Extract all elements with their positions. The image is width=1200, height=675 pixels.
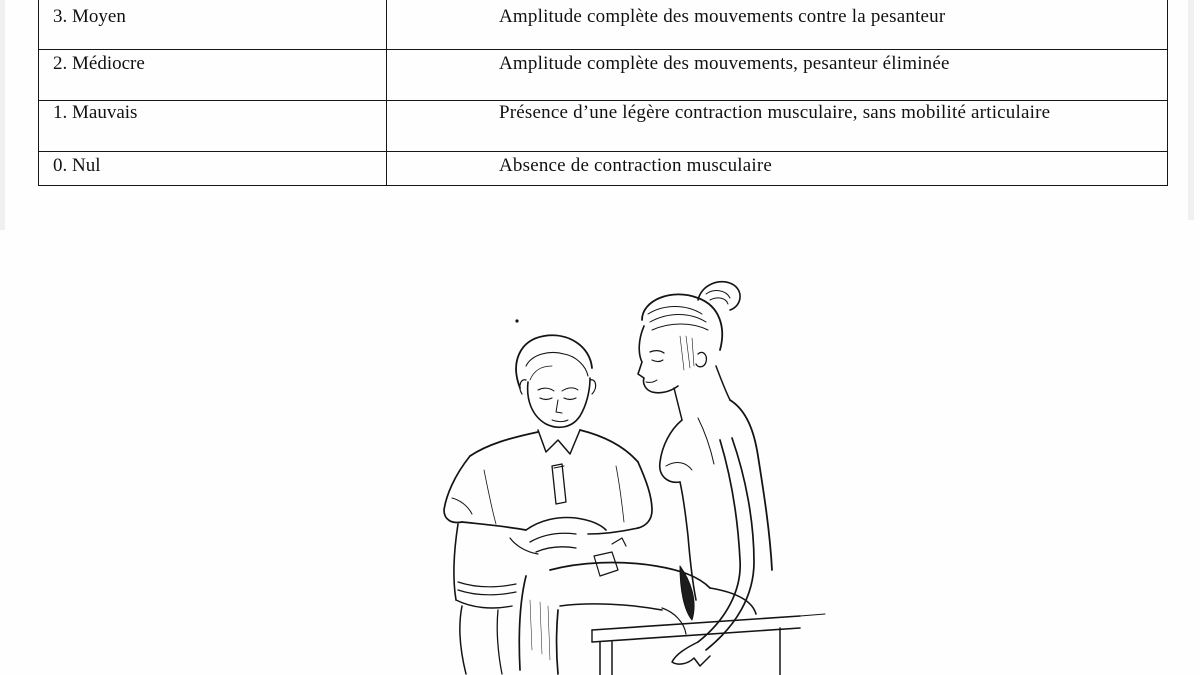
grade-cell: 2. Médiocre <box>39 50 387 101</box>
description-cell: Présence d’une légère contraction musculaire, sans mobilité articulaire <box>387 101 1168 152</box>
muscle-grading-table <box>38 0 1168 186</box>
scan-artifact <box>1188 0 1194 220</box>
table-row <box>39 101 1168 152</box>
description-cell: Absence de contraction musculaire <box>387 152 1168 186</box>
grade-cell: 1. Mauvais <box>39 101 387 152</box>
scan-artifact <box>0 0 5 230</box>
table-row <box>39 50 1168 101</box>
table-row <box>39 152 1168 186</box>
grade-cell: 0. Nul <box>39 152 387 186</box>
examination-illustration <box>380 270 840 675</box>
table-row <box>39 0 1168 50</box>
description-cell: Amplitude complète des mouvements contre la pesanteur <box>387 0 1168 50</box>
grade-cell: 3. Moyen <box>39 0 387 50</box>
description-cell: Amplitude complète des mouvements, pesanteur éliminée <box>387 50 1168 101</box>
examination-drawing <box>380 270 840 675</box>
